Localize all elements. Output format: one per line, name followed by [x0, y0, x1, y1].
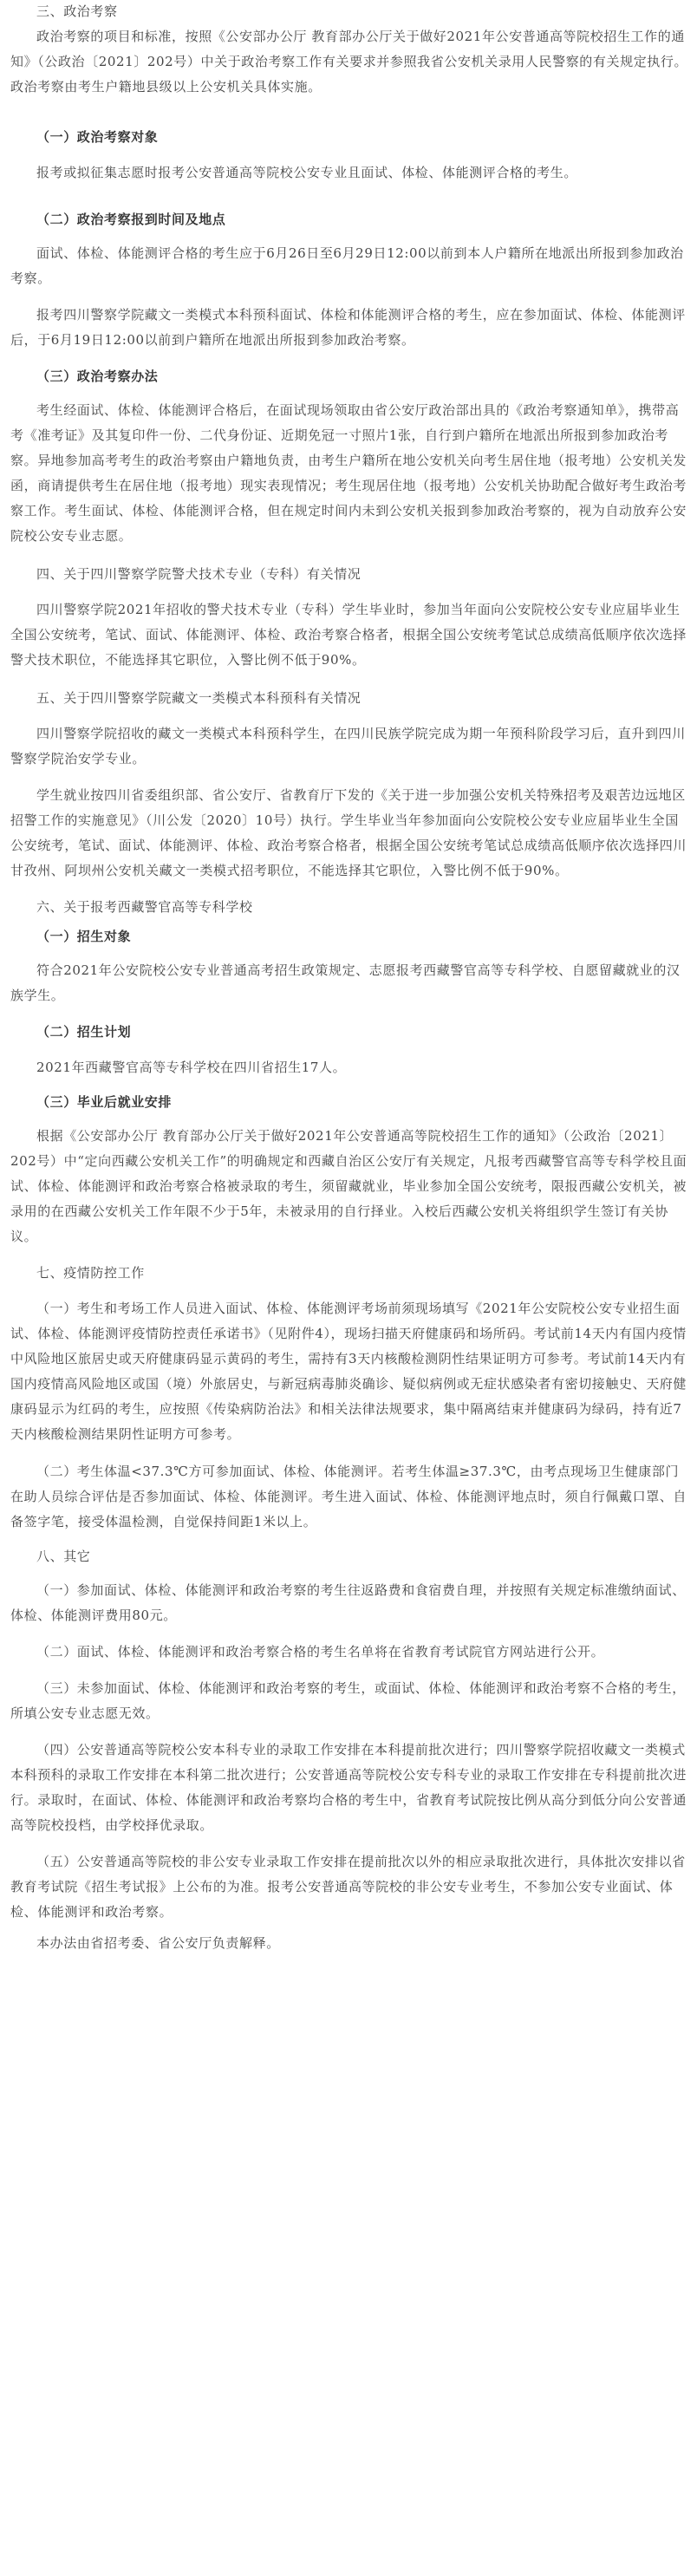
section-4-heading: 四、关于四川警察学院警犬技术专业（专科）有关情况 [36, 566, 362, 582]
section-6-sub1-heading: （一）招生对象 [36, 929, 132, 944]
section-3-sub1-heading: （一）政治考察对象 [36, 129, 159, 145]
section-3-heading: 三、政治考察 [36, 3, 118, 19]
closing-note: 本办法由省招考委、省公安厅负责解释。 [36, 1935, 280, 1951]
section-3-sub2-text-a: 面试、体检、体能测评合格的考生应于6月26日至6月29日12:00以前到本人户籍所在地派出所报到参加政治考察。 [10, 245, 684, 286]
section-6-sub2-heading: （二）招生计划 [36, 1024, 132, 1040]
section-6-sub3-text: 根据《公安部办公厅 教育部办公厅关于做好2021年公安普通高等院校招生工作的通知》（公政治〔2021〕202号）中“定向西藏公安机关工作”的明确规定和西藏自治区公安厅有关规定，凡报考西藏警官高等专科学校且面试、体检、体能测评和政治考察合格被录取的考生，须留藏就业，毕业参加全国公安统考，限报西藏公安机关，被录用的在西藏公安机关工作年限不少于5年，未被录用的自行择业。入校后西藏公安机关将组织学生签订有关协议。 [10, 1128, 687, 1244]
section-8-text-c: （三）未参加面试、体检、体能测评和政治考察的考生，或面试、体检、体能测评和政治考察不合格的考生，所填公安专业志愿无效。 [10, 1680, 686, 1721]
section-6-sub2-text: 2021年西藏警官高等专科学校在四川省招生17人。 [36, 1060, 347, 1075]
section-6-sub3-heading: （三）毕业后就业安排 [36, 1094, 173, 1110]
section-8-text-d: （四）公安普通高等院校公安本科专业的录取工作安排在本科提前批次进行；四川警察学院招收藏文一类模式本科预科的录取工作安排在本科第二批次进行；公安普通高等院校公安专科专业的录取工作安排在专科提前批次进行。录取时，在面试、体检、体能测评和政治考察均合格的考生中，省教育考试院按比例从高分到低分向公安普通高等院校投档，由学校择优录取。 [10, 1742, 687, 1833]
section-4-text: 四川警察学院2021年招收的警犬技术专业（专科）学生毕业时，参加当年面向公安院校公安专业应届毕业生全国公安统考，笔试、面试、体能测评、体检、政治考察合格者，根据全国公安统考笔试总成绩高低顺序依次选择警犬技术职位，不能选择其它职位，入警比例不低于90%。 [10, 602, 687, 668]
section-3-sub1-text: 报考或拟征集志愿时报考公安普通高等院校公安专业且面试、体检、体能测评合格的考生。 [36, 165, 578, 180]
section-7-text-a: （一）考生和考场工作人员进入面试、体检、体能测评考场前须现场填写《2021年公安院校公安专业招生面试、体检、体能测评疫情防控责任承诺书》（见附件4），现场扫描天府健康码和场所码。考试前14天内有国内疫情中风险地区旅居史或天府健康码显示黄码的考生，需持有3天内核酸检测阴性结果证明方可参考。考试前14天内有国内疫情高风险地区或国（境）外旅居史，与新冠病毒肺炎确诊、疑似病例或无症状感染者有密切接触史、天府健康码显示为红码的考生，应按照《传染病防治法》和相关法律法规要求，集中隔离结束并健康码为绿码，持有近7天内核酸检测结果阴性证明方可参考。 [10, 1301, 687, 1442]
section-3-sub3-text: 考生经面试、体检、体能测评合格后，在面试现场领取由省公安厅政治部出具的《政治考察通知单》，携带高考《准考证》及其复印件一份、二代身份证、近期免冠一寸照片1张，自行到户籍所在地派出所报到参加政治考察。异地参加高考考生的政治考察由户籍地负责，由考生户籍所在地公安机关向考生居住地（报考地）公安机关发函，商请提供考生在居住地（报考地）现实表现情况；考生现居住地（报考地）公安机关协助配合做好考生政治考察工作。考生面试、体检、体能测评合格，但在规定时间内未到公安机关报到参加政治考察的，视为自动放弃公安院校公安专业志愿。 [10, 402, 687, 544]
section-6-heading: 六、关于报考西藏警官高等专科学校 [36, 899, 253, 915]
section-7-heading: 七、疫情防控工作 [36, 1265, 145, 1281]
section-8-heading: 八、其它 [36, 1549, 91, 1564]
section-3-sub3-heading: （三）政治考察办法 [36, 368, 159, 384]
section-8-text-b: （二）面试、体检、体能测评和政治考察合格的考生名单将在省教育考试院官方网站进行公开。 [36, 1644, 605, 1660]
section-5-heading: 五、关于四川警察学院藏文一类模式本科预科有关情况 [36, 690, 362, 706]
section-7-text-b: （二）考生体温<37.3℃方可参加面试、体检、体能测评。若考生体温≥37.3℃，由考点现场卫生健康部门在助人员综合评估是否参加面试、体检、体能测评。考生进入面试、体检、体能测评地点时，须自行佩戴口罩、自备签字笔，接受体温检测，自觉保持间距1米以上。 [10, 1464, 687, 1529]
section-5-text-a: 四川警察学院招收的藏文一类模式本科预科学生，在四川民族学院完成为期一年预科阶段学习后，直升到四川警察学院治安学专业。 [10, 726, 686, 766]
section-3-sub2-heading: （二）政治考察报到时间及地点 [36, 212, 226, 227]
section-3-intro: 政治考察的项目和标准，按照《公安部办公厅 教育部办公厅关于做好2021年公安普通高等院校招生工作的通知》（公政治〔2021〕202号）中关于政治考察工作有关要求并参照我省公安机关录用人民警察的有关规定执行。政治考察由考生户籍地县级以上公安机关具体实施。 [10, 29, 688, 95]
section-8-text-e: （五）公安普通高等院校的非公安专业录取工作安排在提前批次以外的相应录取批次进行，具体批次安排以省教育考试院《招生考试报》上公布的为准。报考公安普通高等院校的非公安专业考生，不参加公安专业面试、体检、体能测评和政治考察。 [10, 1854, 686, 1920]
section-6-sub1-text: 符合2021年公安院校公安专业普通高考招生政策规定、志愿报考西藏警官高等专科学校、自愿留藏就业的汉族学生。 [10, 962, 681, 1003]
section-8-text-a: （一）参加面试、体检、体能测评和政治考察的考生往返路费和食宿费自理，并按照有关规定标准缴纳面试、体检、体能测评费用80元。 [10, 1582, 686, 1623]
section-5-text-b: 学生就业按四川省委组织部、省公安厅、省教育厅下发的《关于进一步加强公安机关特殊招考及艰苦边远地区招警工作的实施意见》（川公发〔2020〕10号）执行。学生毕业当年参加面向公安院校公安专业应届毕业生全国公安统考，笔试、面试、体能测评、体检、政治考察合格者，根据全国公安统考笔试总成绩高低顺序依次选择四川甘孜州、阿坝州公安机关藏文一类模式招考职位，不能选择其它职位，入警比例不低于90%。 [10, 787, 687, 878]
section-3-sub2-text-b: 报考四川警察学院藏文一类模式本科预科面试、体检和体能测评合格的考生，应在参加面试、体检、体能测评后，于6月19日12:00以前到户籍所在地派出所报到参加政治考察。 [10, 307, 686, 348]
